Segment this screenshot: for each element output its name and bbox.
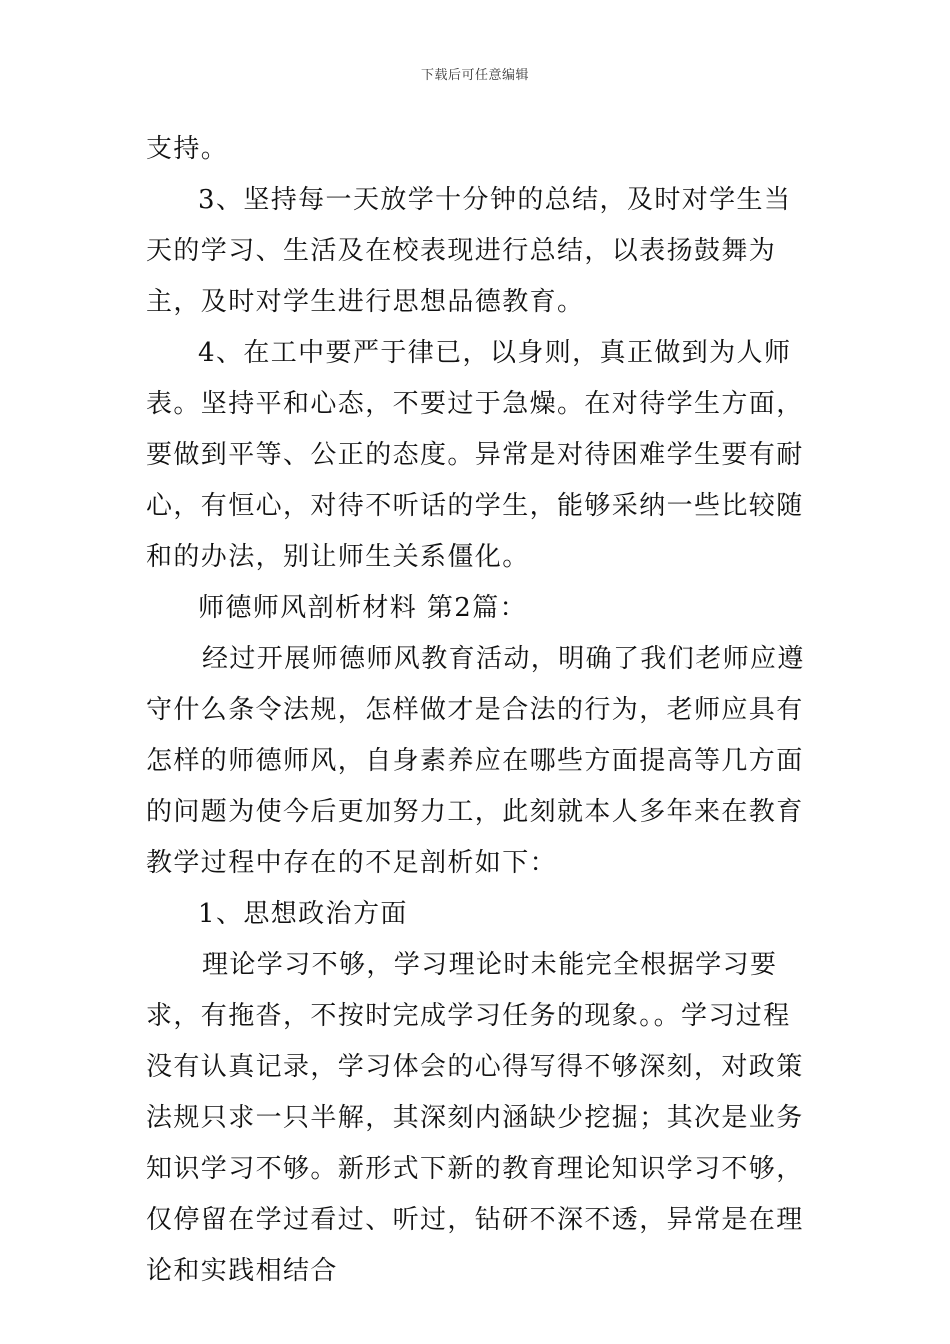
page-header: 下载后可任意编辑 [420,68,529,83]
paragraph-item-3: 3、坚持每一天放学十分钟的总结，及时对学生当天的学习、生活及在校表现进行总结，以表扬鼓舞为主，及时对学生进行思想品德教育。 [146,185,792,317]
paragraph-intro: 经过开展师德师风教育活动，明确了我们老师应遵守什么条令法规，怎样做才是合法的行为，老师应具有怎样的师德师风，自身素养应在哪些方面提高等几方面的问题为使今后更加努力工，此刻就本人多年来在教育教学过程中存在的不足剖析如下： [146,644,805,878]
paragraph-continuation: 支持。 [146,134,229,164]
paragraph-analysis: 理论学习不够，学习理论时未能完全根据学习要求，有拖沓，不按时完成学习任务的现象。。学习过程没有认真记录，学习体会的心得写得不够深刻，对政策法规只求一只半解，其深刻内涵缺少挖掘；其次是业务知识学习不够。新形式下新的教育理论知识学习不够，仅停留在学过看过、听过，钻研不深不透，异常是在理论和实践相结合 [146,950,804,1286]
section-heading: 师德师风剖析材料 第2篇： [198,593,528,623]
paragraph-item-4: 4、在工中要严于律已，以身则，真正做到为人师表。坚持平和心态，不要过于急燥。在对待学生方面，要做到平等、公正的态度。异常是对待困难学生要有耐心，有恒心，对待不听话的学生，能够采纳一些比较随和的办法，别让师生关系僵化。 [146,338,804,572]
subsection-heading: 1、思想政治方面 [198,899,408,929]
document-body [146,124,814,1297]
